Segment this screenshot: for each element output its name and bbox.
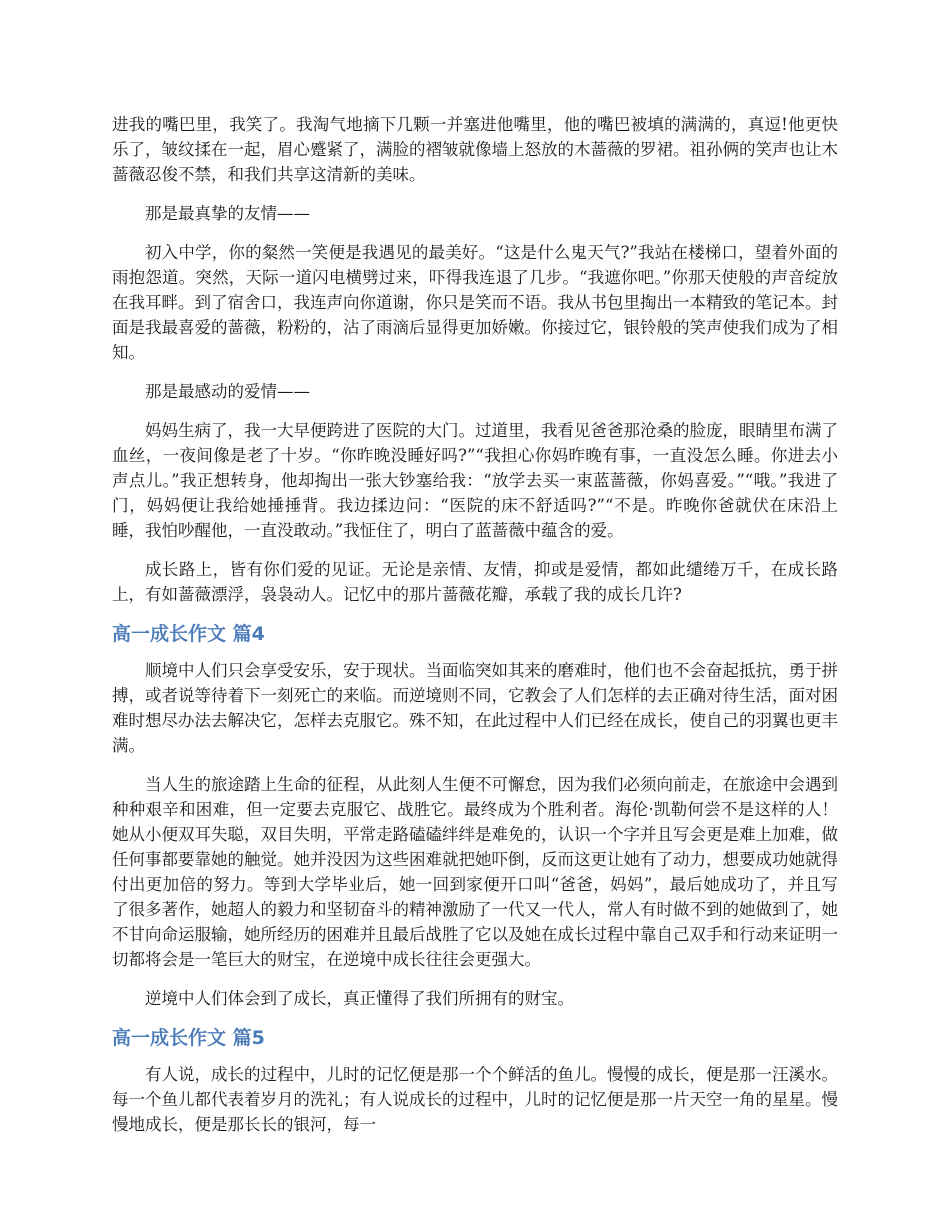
paragraph-helen-keller: 当人生的旅途踏上生命的征程，从此刻人生便不可懈怠，因为我们必须向前走，在旅途中会遇到种种艰辛和困难，但一定要去克服它、战胜它。最终成为个胜利者。海伦·凯勒何尝不是这样的人！她从小便双耳失聪，双目失明，平常走路磕磕绊绊是难免的，认识一个字并且写会更是难上加难，做任何事都要靠她的触觉。她并没因为这些困难就把她吓倒，反而这更让她有了动力，想要成功她就得付出更加倍的努力。等到大学毕业后，她一回到家便开口叫“爸爸，妈妈”，最后她成功了，并且写了很多著作，她超人的毅力和坚韧奋斗的精神激励了一代又一代人，常人有时做不到的她做到了，她不甘向命运服输，她所经历的困难并且最后战胜了它以及她在成长过程中靠自己双手和行动来证明一切都将会是一笔巨大的财宝，在逆境中成长往往会更强大。 bbox=[112, 775, 838, 969]
paragraph-conclusion: 成长路上，皆有你们爱的见证。无论是亲情、友情，抑或是爱情，都如此缱绻万千，在成长路上，有如蔷薇漂浮，袅袅动人。记忆中的那片蔷薇花瓣，承载了我的成长几许? bbox=[112, 560, 838, 604]
paragraph-1: 进我的嘴巴里，我笑了。我淘气地摘下几颗一并塞进他嘴里，他的嘴巴被填的满满的，真逗!他更快乐了，皱纹揉在一起，眉心蹙紧了，满脸的褶皱就像墙上怒放的木蔷薇的罗裙。祖孙俩的笑声也让木蔷薇忍俊不禁，和我们共享这清新的美味。 bbox=[112, 115, 838, 184]
section-heading-5: 高一成长作文 篇5 bbox=[112, 1027, 265, 1049]
paragraph-friendship-intro: 那是最真挚的友情—— bbox=[145, 204, 310, 223]
paragraph-adversity: 顺境中人们只会享受安乐，安于现状。当面临突如其来的磨难时，他们也不会奋起抵抗，勇于拼搏，或者说等待着下一刻死亡的来临。而逆境则不同，它教会了人们怎样的去正确对待生活，面对困难时想尽办法去解决它，怎样去克服它。殊不知，在此过程中人们已经在成长，使自己的羽翼也更丰满。 bbox=[112, 661, 838, 755]
paragraph-adversity-conclusion: 逆境中人们体会到了成长，真正懂得了我们所拥有的财宝。 bbox=[145, 989, 574, 1008]
paragraph-memories: 有人说，成长的过程中，儿时的记忆便是那一个个鲜活的鱼儿。慢慢的成长，便是那一汪溪水。每一个鱼儿都代表着岁月的洗礼；有人说成长的过程中，儿时的记忆便是那一片天空一角的星星。慢慢地成长，便是那长长的银河，每一 bbox=[112, 1065, 838, 1134]
paragraph-love: 妈妈生病了，我一大早便跨进了医院的大门。过道里，我看见爸爸那沧桑的脸庞，眼睛里布满了血丝，一夜间像是老了十岁。“你昨晚没睡好吗?”“我担心你妈昨晚有事，一直没怎么睡。你进去小声点儿。”我正想转身，他却掏出一张大钞塞给我：“放学去买一束蓝蔷薇，你妈喜爱。”“哦。”我进了门，妈妈便让我给她捶捶背。我边揉边问：“医院的床不舒适吗?”“不是。昨晚你爸就伏在床沿上睡，我怕吵醒他，一直没敢动。”我怔住了，明白了蓝蔷薇中蕴含的爱。 bbox=[112, 421, 838, 540]
section-heading-4: 高一成长作文 篇4 bbox=[112, 623, 265, 645]
paragraph-friendship: 初入中学，你的粲然一笑便是我遇见的最美好。“这是什么鬼天气?”我站在楼梯口，望着外面的雨抱怨道。突然，天际一道闪电横劈过来，吓得我连退了几步。“我遮你吧。”你那天使般的声音绽放在我耳畔。到了宿舍口，我连声向你道谢，你只是笑而不语。我从书包里掏出一本精致的笔记本。封面是我最喜爱的蔷薇，粉粉的，沾了雨滴后显得更加娇嫩。你接过它，银铃般的笑声使我们成为了相知。 bbox=[112, 243, 838, 362]
paragraph-love-intro: 那是最感动的爱情—— bbox=[145, 382, 310, 401]
document-page bbox=[112, 112, 838, 1151]
